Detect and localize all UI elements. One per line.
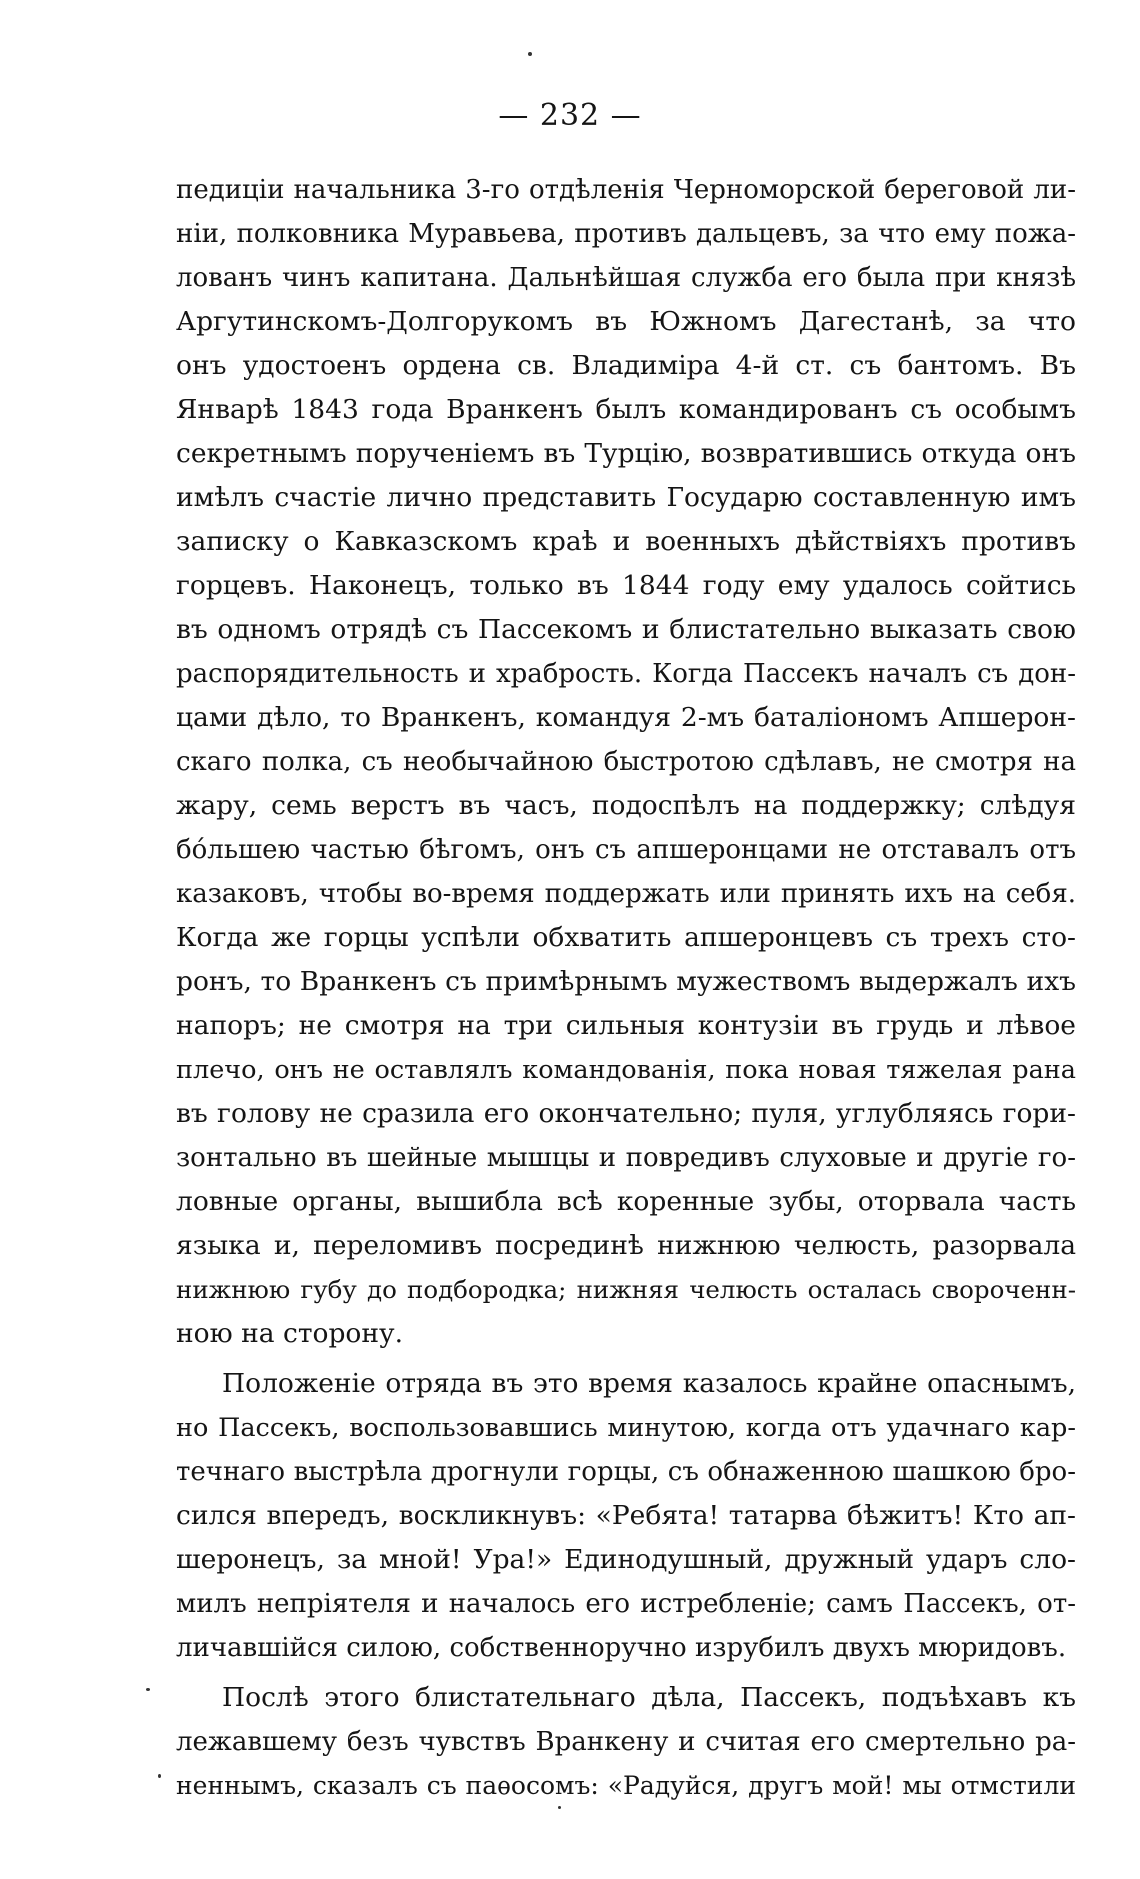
text-line: Январѣ 1843 года Вранкенъ былъ командированъ съ особымъ bbox=[176, 394, 1076, 425]
text-line: онъ удостоенъ ордена св. Владиміра 4-й ст. съ бантомъ. Въ bbox=[176, 350, 1076, 381]
paragraph bbox=[176, 1362, 1076, 1670]
text-line: ною на сторону. bbox=[176, 1318, 404, 1349]
text-line: секретнымъ порученіемъ въ Турцію, возвратившись откуда онъ bbox=[176, 438, 1076, 469]
text-line: милъ непріятеля и началось его истребленіе; самъ Пассекъ, от- bbox=[176, 1589, 1076, 1619]
text-line: бо́льшею частью бѣгомъ, онъ съ апшеронцами не отставалъ отъ bbox=[176, 835, 1076, 865]
text-line: ніи, полковника Муравьева, противъ дальцевъ, за что ему пожа- bbox=[176, 219, 1076, 249]
text-line: ловные органы, вышибла всѣ коренные зубы, оторвала часть bbox=[176, 1186, 1076, 1217]
text-line: сился впередъ, воскликнувъ: «Ребята! татарва бѣжитъ! Кто ап- bbox=[176, 1500, 1076, 1531]
paragraph bbox=[176, 168, 1076, 1356]
text-line: неннымъ, сказалъ съ паѳосомъ: «Радуйся, другъ мой! мы отмстили bbox=[176, 1771, 1076, 1800]
text-line: имѣлъ счастіе лично представить Государю составленную имъ bbox=[176, 482, 1076, 513]
text-line: записку о Кавказскомъ краѣ и военныхъ дѣйствіяхъ противъ bbox=[176, 526, 1076, 557]
text-line: но Пассекъ, воспользовавшись минутою, когда отъ удачнаго кар- bbox=[176, 1413, 1076, 1443]
text-line: языка и, переломивъ посрединѣ нижнюю челюсть, разорвала bbox=[176, 1230, 1076, 1261]
text-line: напоръ; не смотря на три сильныя контузіи въ грудь и лѣвое bbox=[176, 1010, 1076, 1041]
text-line: течнаго выстрѣла дрогнули горцы, съ обнаженною шашкою бро- bbox=[176, 1457, 1076, 1487]
text-line: жару, семь верстъ въ часъ, подоспѣлъ на поддержку; слѣдуя bbox=[176, 790, 1076, 821]
text-line: цами дѣло, то Вранкенъ, командуя 2-мъ баталіономъ Апшерон- bbox=[176, 702, 1076, 733]
text-line: казаковъ, чтобы во-время поддержать или принять ихъ на себя. bbox=[176, 879, 1076, 909]
text-line: Положеніе отряда въ это время казалось крайне опаснымъ, bbox=[222, 1368, 1076, 1399]
text-line: шеронецъ, за мной! Ура!» Единодушный, дружный ударъ сло- bbox=[176, 1544, 1076, 1575]
text-line: плечо, онъ не оставлялъ командованія, пока новая тяжелая рана bbox=[176, 1055, 1076, 1085]
text-line: Когда же горцы успѣли обхватить апшеронцевъ съ трехъ сто- bbox=[176, 922, 1076, 953]
text-line: лежавшему безъ чувствъ Вранкену и считая его смертельно ра- bbox=[176, 1727, 1076, 1757]
text-line: личавшійся силою, собственноручно изрубилъ двухъ мюридовъ. bbox=[176, 1633, 1067, 1663]
print-speck bbox=[528, 52, 532, 56]
print-speck bbox=[146, 1688, 150, 1691]
text-line: лованъ чинъ капитана. Дальнѣйшая служба его была при князѣ bbox=[176, 263, 1076, 293]
text-line: распорядительность и храбрость. Когда Пассекъ началъ съ дон- bbox=[176, 659, 1076, 689]
text-line: зонтально въ шейные мышцы и повредивъ слуховые и другіе го- bbox=[176, 1143, 1076, 1173]
text-line: Аргутинскомъ-Долгорукомъ въ Южномъ Дагестанѣ, за что bbox=[176, 306, 1076, 337]
text-line: нижнюю губу до подбородка; нижняя челюсть осталась свороченн- bbox=[176, 1275, 1076, 1304]
text-line: Послѣ этого блистательнаго дѣла, Пассекъ, подъѣхавъ къ bbox=[222, 1682, 1076, 1713]
text-line: скаго полка, съ необычайною быстротою сдѣлавъ, не смотря на bbox=[176, 747, 1076, 777]
text-line: педиціи начальника 3-го отдѣленія Черноморской береговой ли- bbox=[176, 175, 1076, 205]
body-text bbox=[176, 168, 1076, 1808]
print-speck bbox=[158, 1774, 161, 1778]
text-line: ронъ, то Вранкенъ съ примѣрнымъ мужествомъ выдержалъ ихъ bbox=[176, 966, 1076, 997]
page-number: — 232 — bbox=[498, 98, 642, 133]
text-line: въ голову не сразила его окончательно; пуля, углубляясь гори- bbox=[176, 1098, 1076, 1129]
text-line: горцевъ. Наконецъ, только въ 1844 году ему удалось сойтись bbox=[176, 570, 1076, 601]
paragraph bbox=[176, 1676, 1076, 1808]
text-line: въ одномъ отрядѣ съ Пассекомъ и блистательно выказать свою bbox=[176, 614, 1076, 645]
